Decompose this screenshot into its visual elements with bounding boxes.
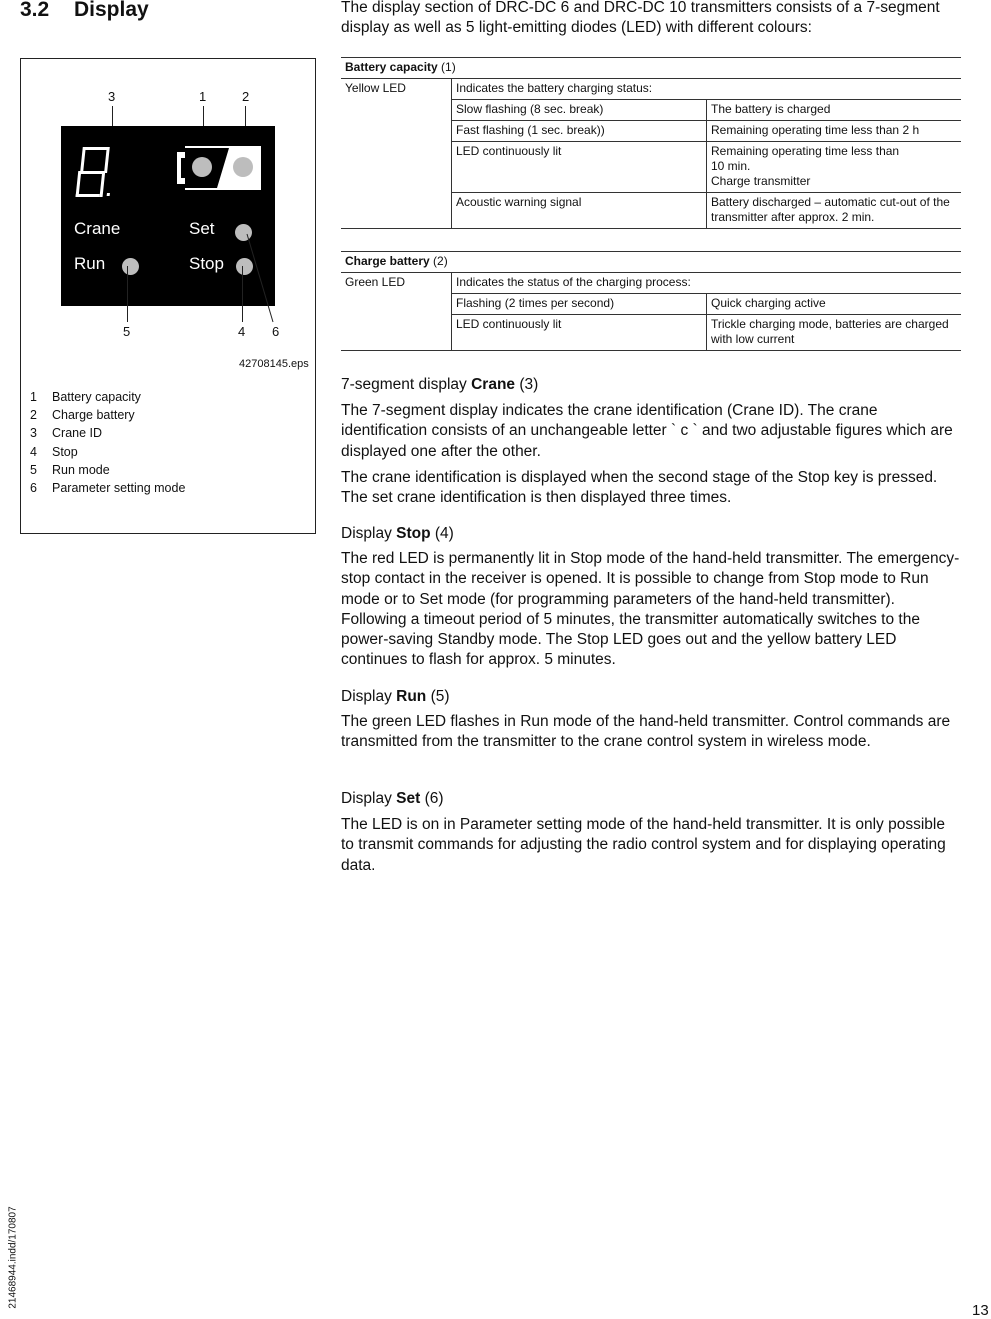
table-title — [341, 252, 961, 273]
table-cell: Remaining operating time less than 2 h — [707, 121, 962, 142]
legend-text: Stop — [52, 445, 78, 459]
heading-suffix: (5) — [426, 688, 450, 705]
heading-suffix: (6) — [420, 790, 444, 807]
leader-line-3 — [112, 106, 113, 126]
section-title: Display — [74, 0, 149, 21]
intro-paragraph: The display section of DRC-DC 6 and DRC-DC 10 transmitters consists of a 7-segment display as well as 5 light-emitting diodes (LED) with different colours: — [341, 0, 940, 36]
page-number: 13 — [972, 1302, 989, 1319]
legend-number: 1 — [30, 390, 37, 404]
table-row — [341, 315, 961, 351]
legend-text: Run mode — [52, 463, 110, 477]
paragraph: The crane identification is displayed when the second stage of the Stop key is pressed. The set crane identification is then displayed three times. — [341, 468, 938, 507]
legend-item — [30, 463, 110, 477]
led-label: Yellow LED — [345, 81, 406, 95]
table-title-num: (2) — [429, 254, 448, 268]
heading-prefix: Display — [341, 525, 397, 542]
legend-number: 3 — [30, 426, 37, 440]
paragraph: The 7-segment display indicates the crane identification (Crane ID). The crane identification consists of an unchangeable letter ` c ` and two adjustable figures which are displayed one after the other. — [341, 402, 953, 460]
led-label: Green LED — [345, 275, 406, 289]
table-title — [341, 58, 961, 79]
leader-line-5 — [127, 266, 128, 322]
figure-id: 42708145.eps — [239, 358, 309, 370]
callout-5: 5 — [123, 324, 131, 339]
heading-suffix: (3) — [515, 376, 539, 393]
run-heading — [341, 688, 450, 706]
row-description: Indicates the battery charging status: — [452, 79, 962, 100]
callout-2: 2 — [242, 89, 250, 104]
legend-item — [30, 426, 102, 440]
legend-text: Charge battery — [52, 408, 135, 422]
heading-bold: Run — [396, 688, 427, 705]
table-row — [341, 100, 961, 121]
table-cell: Quick charging active — [707, 294, 962, 315]
table-cell: Fast flashing (1 sec. break)) — [452, 121, 707, 142]
paragraph: The red LED is permanently lit in Stop mode of the hand-held transmitter. The emergency-stop contact in the receiver is opened. It is possible to change from Stop mode to Run mode or to Set mode (for programming parameters of the hand-held transmitter). Following a timeout period of 5 minutes, the transmitter automatically switches to the power-saving Standby mode. The Stop LED goes out and the yellow battery LED continues to flash for approx. 5 minutes. — [341, 550, 960, 669]
heading-bold: Set — [396, 790, 421, 807]
table-cell: LED continuously lit — [452, 315, 707, 351]
heading-prefix: 7-segment display — [341, 376, 472, 393]
heading-bold: Crane — [471, 376, 516, 393]
heading-suffix: (4) — [430, 525, 454, 542]
callout-3: 3 — [108, 89, 116, 104]
table-row — [341, 273, 961, 294]
table-cell: Battery discharged – automatic cut-out of the transmitter after approx. 2 min. — [707, 193, 962, 229]
legend-item — [30, 445, 78, 459]
legend-text: Battery capacity — [52, 390, 141, 404]
table-title-bold: Battery capacity — [345, 60, 438, 74]
legend-number: 6 — [30, 481, 37, 495]
table-cell: Flashing (2 times per second) — [452, 294, 707, 315]
section-number: 3.2 — [20, 0, 50, 21]
legend-number: 4 — [30, 445, 37, 459]
table-title-bold: Charge battery — [345, 254, 430, 268]
crane-heading — [341, 376, 538, 394]
legend-item — [30, 390, 141, 404]
crane-body — [341, 401, 961, 514]
table-cell: Slow flashing (8 sec. break) — [452, 100, 707, 121]
run-body — [341, 712, 961, 759]
file-code: 21468944.indd/170807 — [7, 1206, 19, 1309]
leader-line-6 — [245, 230, 285, 325]
paragraph: The LED is on in Parameter setting mode of the hand-held transmitter. It is only possible to transmit commands for adjusting the radio control system and for displaying operating data. — [341, 816, 946, 874]
legend-number: 2 — [30, 408, 37, 422]
legend-item — [30, 408, 135, 422]
run-label: Run — [74, 254, 106, 273]
table-cell: LED continuously lit — [452, 142, 707, 193]
stop-heading — [341, 525, 454, 543]
set-label: Set — [189, 219, 215, 238]
heading-prefix: Display — [341, 688, 397, 705]
run-led-icon — [122, 258, 139, 275]
table-row — [341, 79, 961, 100]
table-cell: The battery is charged — [707, 100, 962, 121]
row-description: Indicates the status of the charging process: — [452, 273, 962, 294]
legend-text: Parameter setting mode — [52, 481, 186, 495]
stop-body — [341, 549, 961, 677]
charge-battery-table — [341, 251, 961, 351]
table-title-num: (1) — [437, 60, 456, 74]
heading-prefix: Display — [341, 790, 397, 807]
battery-capacity-table — [341, 57, 961, 229]
table-row — [341, 193, 961, 229]
paragraph: The green LED flashes in Run mode of the hand-held transmitter. Control commands are transmitted from the transmitter to the crane control system in wireless mode. — [341, 713, 951, 751]
set-body — [341, 815, 961, 882]
stop-label: Stop — [189, 254, 224, 273]
leader-line-4 — [242, 266, 243, 322]
set-heading — [341, 790, 444, 808]
table-cell: Acoustic warning signal — [452, 193, 707, 229]
legend-item — [30, 481, 185, 495]
callout-6: 6 — [272, 324, 280, 339]
table-cell: Remaining operating time less than 10 min. Charge transmitter — [707, 142, 962, 193]
legend-number: 5 — [30, 463, 37, 477]
table-row — [341, 142, 961, 193]
table-row — [341, 294, 961, 315]
heading-bold: Stop — [396, 525, 431, 542]
callout-4: 4 — [238, 324, 246, 339]
crane-label: Crane — [74, 219, 121, 238]
table-cell: Trickle charging mode, batteries are charged with low current — [707, 315, 962, 351]
callout-1: 1 — [199, 89, 207, 104]
table-row — [341, 121, 961, 142]
legend-text: Crane ID — [52, 426, 103, 440]
